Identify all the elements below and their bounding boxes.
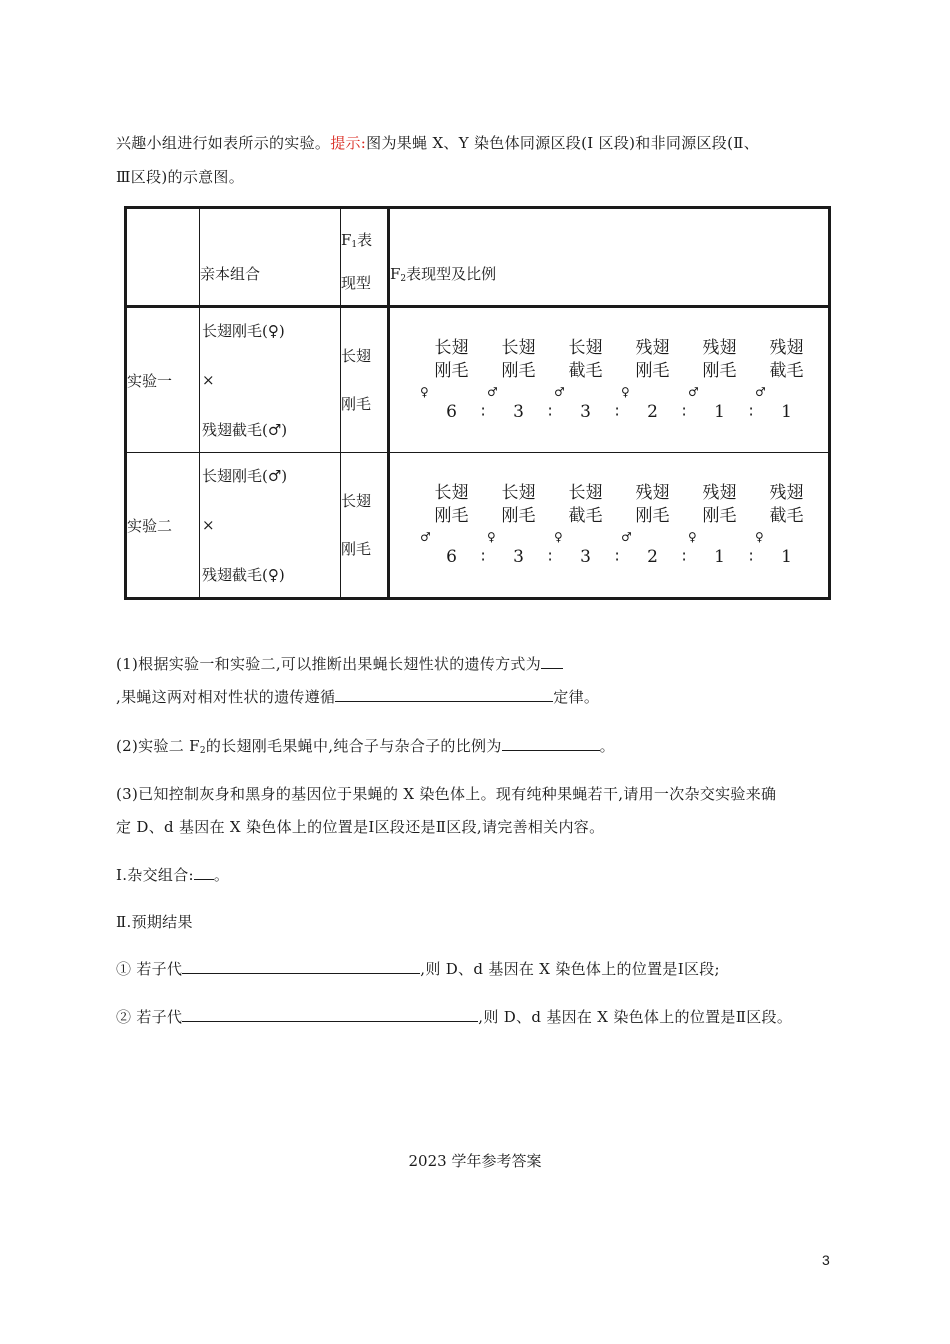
header-empty-cell [126,208,200,307]
sex-symbol: ♀ [755,530,764,544]
bristle: 刚毛 [635,506,670,526]
header-parents-label: 亲本组合 [200,264,261,283]
result-1 [116,958,720,979]
bristle: 截毛 [568,361,603,381]
bristle: 刚毛 [635,361,670,381]
part-1-end: 。 [213,866,230,884]
f1-cell [341,307,389,453]
question-3-line-2: 定 D、d 基因在 X 染色体上的位置是Ⅰ区段还是Ⅱ区段,请完善相关内容。 [116,818,605,836]
ratio-value [615,546,686,568]
sex-symbol: ♂ [554,385,565,399]
row-label: 实验二 [126,453,200,599]
f1-cell [341,453,389,599]
parent-1: 长翅刚毛(♂) [202,467,288,485]
bristle: 刚毛 [434,361,469,381]
f1-line-2: 刚毛 [341,540,372,558]
ratio-colon: ∶ [749,547,754,566]
question-1-text: (1)根据实验一和实验二,可以推断出果蝇长翅性状的遗传方式为 [116,655,542,673]
header-parents [200,208,341,307]
header-f2-sub: 2 [400,273,407,284]
f1-line-1: 长翅 [341,347,372,365]
parents-cell [200,453,341,599]
result-2 [116,1006,792,1027]
wing: 长翅 [501,483,536,503]
result-2-text: ② 若子代 [116,1008,183,1026]
wing: 残翅 [635,483,670,503]
header-f2-label [390,231,828,284]
ratio-number: 1 [714,547,725,567]
header-f1-f: F [341,230,352,249]
question-2-sub: 2 [199,746,206,756]
parent-1: 长翅刚毛(♀) [202,322,285,340]
result-1-text: ① 若子代 [116,960,183,978]
f1-line-2: 刚毛 [341,395,372,413]
f2-phenotype-grid [390,337,828,423]
bristle: 截毛 [769,506,804,526]
ratio-value [418,401,485,423]
answer-title: 2023 学年参考答案 [408,1152,542,1170]
part-1-text: Ⅰ.杂交组合: [116,866,194,884]
ratio-colon: ∶ [548,402,553,421]
wing: 长翅 [568,483,603,503]
header-f1-sub: 1 [351,239,358,250]
answer-blank[interactable] [335,687,553,702]
ratio-colon: ∶ [548,547,553,566]
header-f1 [341,208,389,307]
header-f2-b: 表现型及比例 [406,264,497,283]
intro-text: 兴趣小组进行如表所示的实验。 [116,134,331,152]
ratio-value [481,546,552,568]
ratio-value [481,401,552,423]
question-2-text-3: 。 [599,737,615,755]
ratio-value [548,401,619,423]
wing: 残翅 [769,338,804,358]
wing: 长翅 [501,338,536,358]
ratio-number: 3 [580,547,591,567]
cross-symbol: × [202,516,215,534]
f2-cell [389,453,830,599]
wing: 残翅 [635,338,670,358]
header-f1-c: 现型 [341,273,372,292]
question-2 [116,735,615,756]
ratio-value [615,401,686,423]
ratio-colon: ∶ [682,402,687,421]
ratio-number: 2 [647,547,658,567]
ratio-number: 1 [714,402,725,422]
sex-symbol: ♀ [688,530,697,544]
ratio-number: 3 [513,402,524,422]
f1-line-1: 长翅 [341,492,372,510]
answer-blank[interactable] [194,865,214,880]
sex-symbol: ♂ [621,530,632,544]
ratio-value [682,401,753,423]
page-number: 3 [822,1252,830,1268]
ratio-number: 3 [580,402,591,422]
ratio-colon: ∶ [749,402,754,421]
question-1-line-1 [116,653,563,674]
sex-symbol: ♂ [755,385,766,399]
sex-symbol: ♀ [487,530,496,544]
table-header-row [126,208,830,307]
ratio-value [682,546,753,568]
table-row [126,453,830,599]
ratio-value [418,546,485,568]
intro-line-2: Ⅲ区段)的示意图。 [116,168,245,186]
header-f1-b: 表 [357,230,373,249]
question-1-line-2 [116,686,599,707]
f2-cell [389,307,830,453]
ratio-number: 6 [446,547,457,567]
sex-symbol: ♂ [688,385,699,399]
question-1-text-2: ,果蝇这两对相对性状的遗传遵循 [116,688,336,706]
ratio-value [749,546,820,568]
ratio-colon: ∶ [615,547,620,566]
ratio-colon: ∶ [481,547,486,566]
ratio-colon: ∶ [481,402,486,421]
bristle: 刚毛 [501,506,536,526]
sex-symbol: ♀ [554,530,563,544]
header-f2-f: F [390,264,401,283]
wing: 长翅 [568,338,603,358]
question-2-text-2: 的长翅刚毛果蝇中,纯合子与杂合子的比例为 [205,737,502,755]
header-f2 [389,208,830,307]
row-label: 实验一 [126,307,200,453]
experiment-table [124,206,831,600]
ratio-number: 2 [647,402,658,422]
answer-blank[interactable] [502,736,600,751]
ratio-colon: ∶ [615,402,620,421]
bristle: 刚毛 [702,506,737,526]
ratio-number: 1 [781,402,792,422]
parent-2: 残翅截毛(♂) [202,421,288,439]
wing: 长翅 [434,338,469,358]
ratio-value [749,401,820,423]
f2-phenotype-grid [390,482,828,568]
question-2-text: (2)实验二 F [116,737,200,755]
ratio-value [548,546,619,568]
wing: 残翅 [702,338,737,358]
parents-cell [200,307,341,453]
answer-blank[interactable] [541,654,563,669]
answer-blank[interactable] [182,1007,478,1022]
result-1-text-2: ,则 D、d 基因在 X 染色体上的位置是Ⅰ区段; [420,960,720,978]
sex-symbol: ♂ [487,385,498,399]
hint-label: 提示: [330,134,367,152]
parent-2: 残翅截毛(♀) [202,566,285,584]
sex-symbol: ♂ [420,530,431,544]
bristle: 刚毛 [702,361,737,381]
bristle: 截毛 [769,361,804,381]
sex-symbol: ♀ [621,385,630,399]
intro-line-1 [116,132,759,153]
part-2: Ⅱ.预期结果 [116,913,193,931]
header-f1-label [341,221,387,264]
wing: 长翅 [434,483,469,503]
part-1 [116,864,229,885]
intro-text-rest: 图为果蝇 X、Y 染色体同源区段(Ⅰ 区段)和非同源区段(Ⅱ、 [366,134,760,152]
answer-blank[interactable] [182,959,420,974]
ratio-colon: ∶ [682,547,687,566]
table-row [126,307,830,453]
wing: 残翅 [769,483,804,503]
wing: 残翅 [702,483,737,503]
bristle: 刚毛 [501,361,536,381]
cross-symbol: × [202,371,215,389]
bristle: 刚毛 [434,506,469,526]
sex-symbol: ♀ [420,385,429,399]
ratio-number: 3 [513,547,524,567]
bristle: 截毛 [568,506,603,526]
question-1-text-3: 定律。 [553,688,600,706]
result-2-text-2: ,则 D、d 基因在 X 染色体上的位置是Ⅱ区段。 [478,1008,793,1026]
ratio-number: 1 [781,547,792,567]
ratio-number: 6 [446,402,457,422]
question-3-line-1: (3)已知控制灰身和黑身的基因位于果蝇的 X 染色体上。现有纯种果蝇若干,请用一次杂交实验来确 [116,785,777,803]
